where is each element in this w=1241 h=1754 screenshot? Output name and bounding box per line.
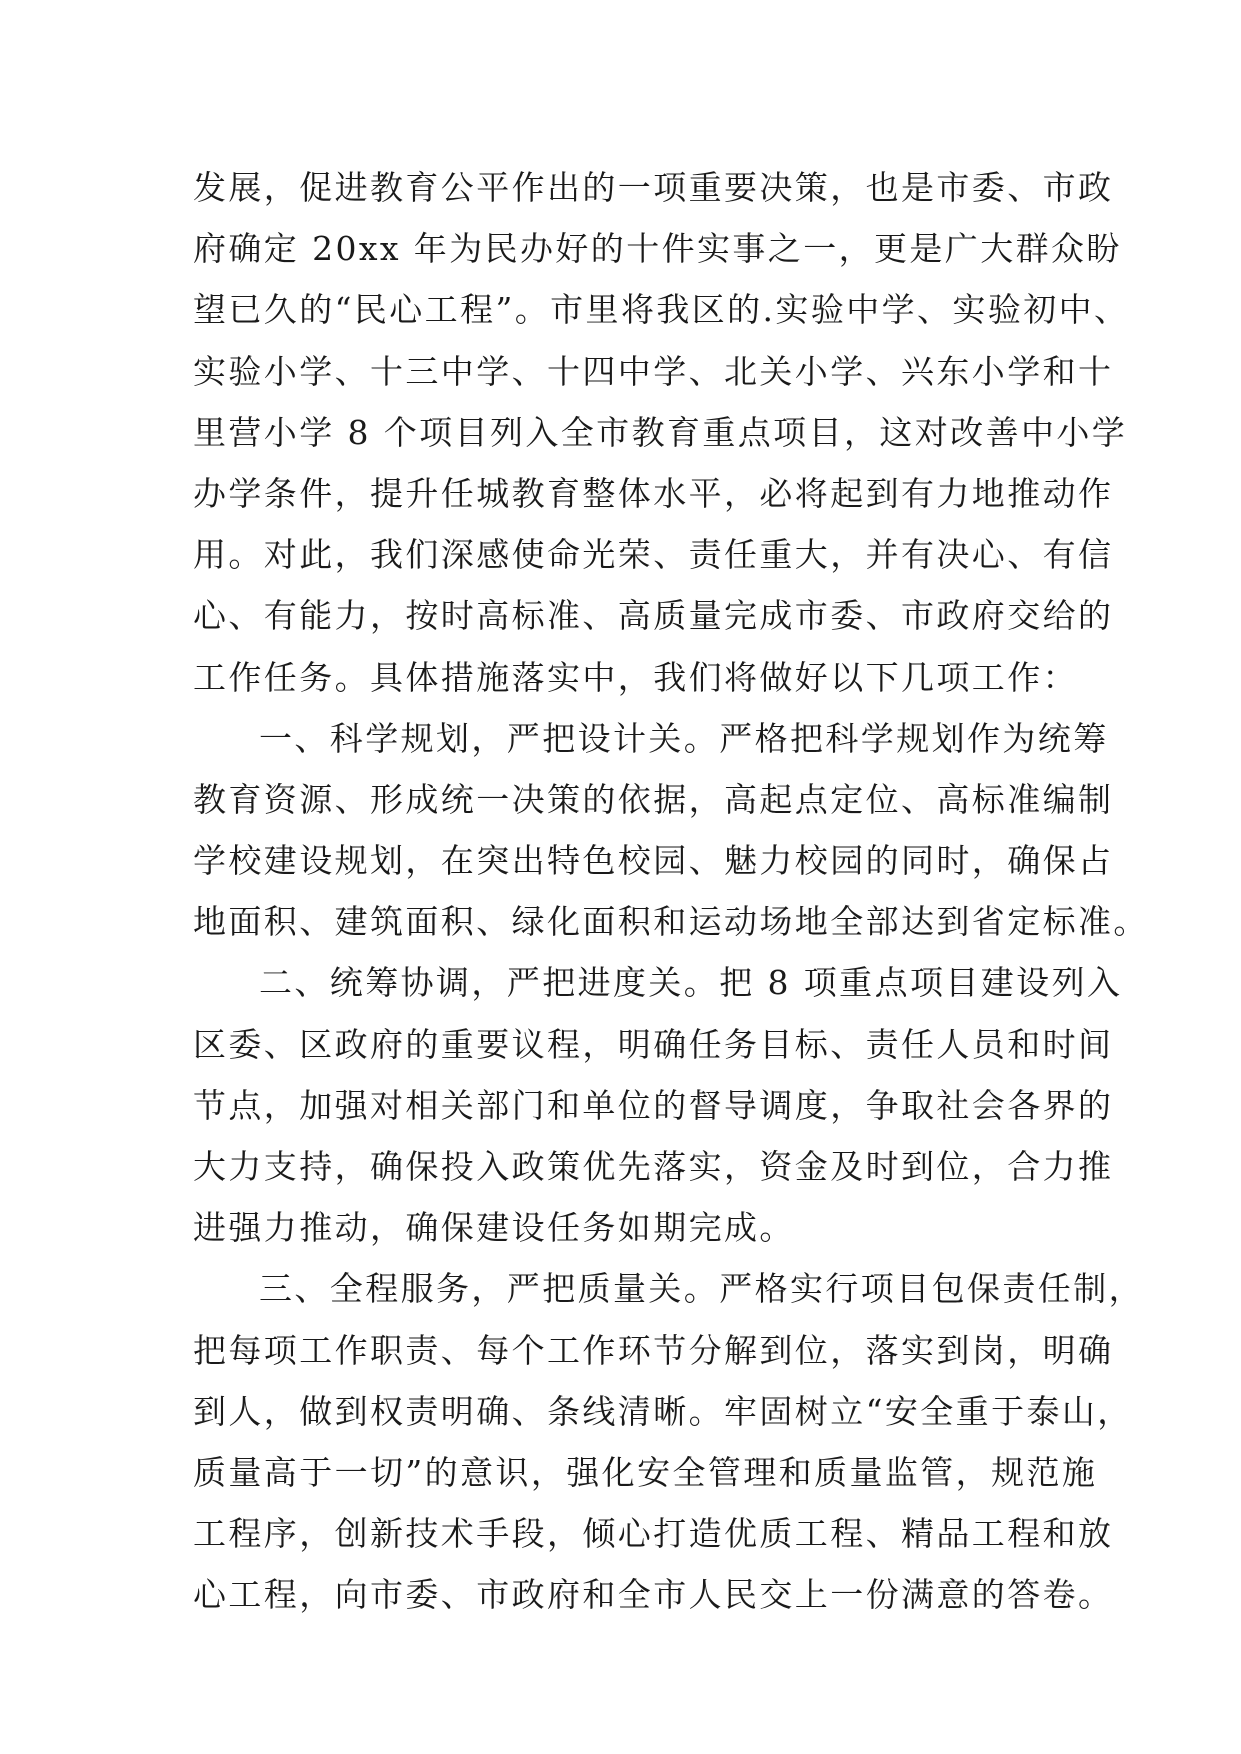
text-line: 地面积、建筑面积、绿化面积和运动场地全部达到省定标准。 bbox=[193, 902, 1149, 942]
text-line: 到人，做到权责明确、条线清晰。牢固树立“安全重于泰山， bbox=[193, 1391, 1133, 1431]
text-line: 里营小学 8 个项目列入全市教育重点项目，这对改善中小学 bbox=[193, 412, 1128, 452]
text-line: 教育资源、形成统一决策的依据，高起点定位、高标准编制 bbox=[193, 779, 1114, 819]
text-line: 心、有能力，按时高标准、高质量完成市委、市政府交给的 bbox=[193, 596, 1114, 636]
text-line: 大力支持，确保投入政策优先落实，资金及时到位，合力推 bbox=[193, 1147, 1114, 1186]
section-3-first-line: 三、全程服务，严把质量关。严格实行项目包保责任制， bbox=[259, 1269, 1144, 1309]
text-line: 府确定 20xx 年为民办好的十件实事之一，更是广大群众盼 bbox=[193, 229, 1122, 269]
text-line: 区委、区政府的重要议程，明确任务目标、责任人员和时间 bbox=[193, 1024, 1114, 1064]
text-line: 望已久的“民心工程”。市里将我区的.实验中学、实验初中、 bbox=[193, 290, 1130, 330]
text-line: 学校建设规划，在突出特色校园、魅力校园的同时，确保占 bbox=[193, 841, 1114, 881]
text-line: 进强力推动，确保建设任务如期完成。 bbox=[193, 1208, 795, 1248]
text-line: 发展，促进教育公平作出的一项重要决策，也是市委、市政 bbox=[193, 168, 1114, 207]
section-1-first-line: 一、科学规划，严把设计关。严格把科学规划作为统筹 bbox=[259, 718, 1109, 758]
text-line: 把每项工作职责、每个工作环节分解到位，落实到岗，明确 bbox=[193, 1330, 1114, 1370]
text-line: 质量高于一切”的意识，强化安全管理和质量监管，规范施 bbox=[193, 1452, 1098, 1492]
text-line: 工作任务。具体措施落实中，我们将做好以下几项工作： bbox=[193, 657, 1078, 697]
text-line: 办学条件，提升任城教育整体水平，必将起到有力地推动作 bbox=[193, 473, 1114, 513]
section-2-first-line: 二、统筹协调，严把进度关。把 8 项重点项目建设列入 bbox=[259, 963, 1123, 1003]
text-line: 心工程，向市委、市政府和全市人民交上一份满意的答卷。 bbox=[193, 1575, 1114, 1615]
text-line: 实验小学、十三中学、十四中学、北关小学、兴东小学和十 bbox=[193, 351, 1114, 391]
body-text bbox=[193, 157, 1149, 1626]
text-line: 用。对此，我们深感使命光荣、责任重大，并有决心、有信 bbox=[193, 535, 1114, 575]
text-line: 工程序，创新技术手段，倾心打造优质工程、精品工程和放 bbox=[193, 1514, 1114, 1554]
text-line: 节点，加强对相关部门和单位的督导调度，争取社会各界的 bbox=[193, 1085, 1114, 1125]
